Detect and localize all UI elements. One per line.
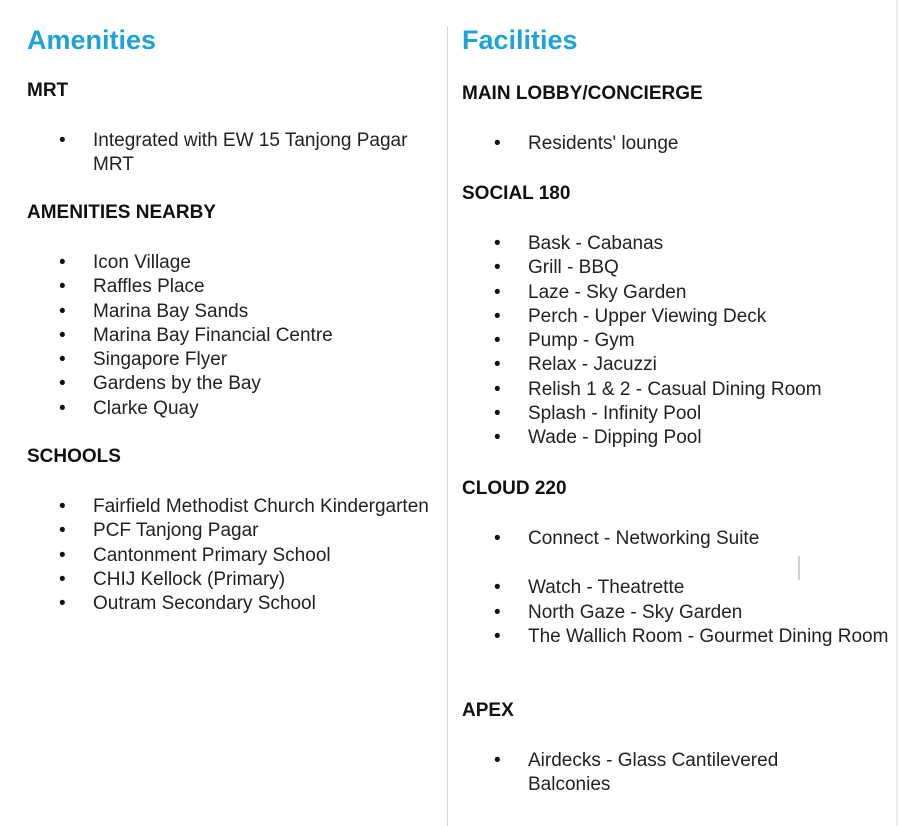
list-item: • Pump - Gym [462, 329, 822, 353]
list-item: • Clarke Quay [27, 397, 333, 421]
list-item: • CHIJ Kellock (Primary) [27, 568, 429, 592]
list-item: • Residents' lounge [462, 132, 678, 156]
list-item: • Grill - BBQ [462, 256, 822, 280]
column-divider [447, 26, 448, 826]
list-item: • Gardens by the Bay [27, 372, 333, 396]
main-lobby-heading: MAIN LOBBY/CONCIERGE [462, 83, 703, 104]
main-lobby-list [462, 132, 678, 156]
list-item: • Outram Secondary School [27, 592, 429, 616]
list-item: • The Wallich Room - Gourmet Dining Room [462, 625, 900, 649]
list-item: • Marina Bay Sands [27, 300, 333, 324]
list-item: • Splash - Infinity Pool [462, 402, 822, 426]
list-item: • Fairfield Methodist Church Kindergarten [27, 495, 429, 519]
list-item: • Relish 1 & 2 - Casual Dining Room [462, 378, 822, 402]
apex-list [462, 749, 882, 798]
amenities-nearby-heading: AMENITIES NEARBY [27, 202, 216, 223]
list-item: • Icon Village [27, 251, 333, 275]
amenities-title: Amenities [27, 25, 157, 55]
social-180-list [462, 232, 822, 451]
list-item: • Watch - Theatrette [462, 576, 882, 600]
schools-list [27, 495, 429, 616]
mrt-list [27, 129, 437, 178]
list-item: • PCF Tanjong Pagar [27, 519, 429, 543]
cloud-220-list [462, 527, 889, 649]
schools-heading: SCHOOLS [27, 446, 121, 467]
list-item: • Wade - Dipping Pool [462, 426, 822, 450]
amenities-nearby-list [27, 251, 333, 421]
list-item: • Singapore Flyer [27, 348, 333, 372]
list-item: • Relax - Jacuzzi [462, 353, 822, 377]
mrt-heading: MRT [27, 80, 69, 101]
list-item: • Raffles Place [27, 275, 333, 299]
page-edge-line [896, 0, 898, 826]
list-item: • Cantonment Primary School [27, 544, 429, 568]
list-item: • Connect - Networking Suite [462, 527, 882, 551]
list-item: • Integrated with EW 15 Tanjong Pagar MRT [27, 129, 423, 178]
list-item: • Laze - Sky Garden [462, 281, 822, 305]
facilities-title: Facilities [462, 25, 578, 55]
list-item: • Perch - Upper Viewing Deck [462, 305, 822, 329]
list-item: • Marina Bay Financial Centre [27, 324, 333, 348]
social-180-heading: SOCIAL 180 [462, 183, 571, 204]
list-item: • Bask - Cabanas [462, 232, 822, 256]
list-item: • North Gaze - Sky Garden [462, 601, 882, 625]
list-item: • Airdecks - Glass Cantilevered Balconies [462, 749, 848, 798]
apex-heading: APEX [462, 700, 514, 721]
cloud-220-heading: CLOUD 220 [462, 478, 567, 499]
artifact-line [798, 556, 800, 580]
